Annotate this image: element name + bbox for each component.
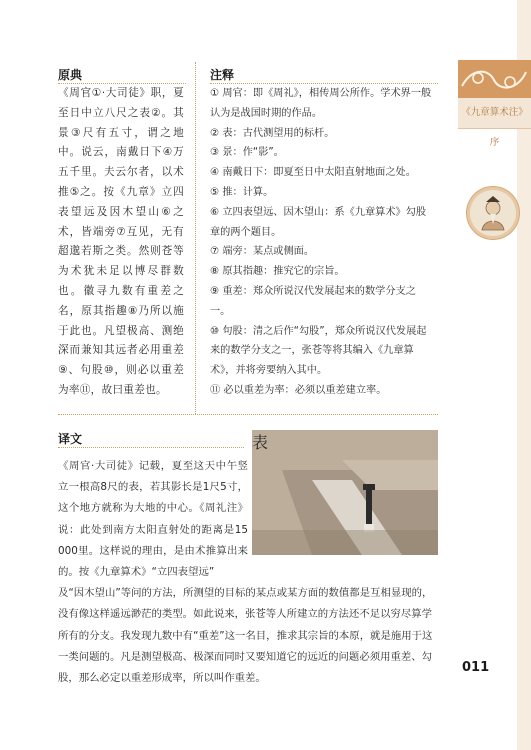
scholar-portrait-icon — [470, 190, 516, 236]
note-item: ⑪ 必以重差为率：必须以重差建立率。 — [210, 384, 387, 396]
gnomon-photo — [252, 430, 438, 555]
note-item: ③ 景：作“影”。 — [210, 147, 284, 159]
translation-paragraph-bottom: 及“因木望山”等问的方法，所测望的目标的某点或某方面的数值都是互相显现的，没有像这样遥远渺茫的类型。如此说来，张苍等人所建立的方法还不足以穷尽算学所有的分支。我发现九数中有“重差”这一名目，推求其宗旨的本原，就是施用于这一类问题的。凡是测望极高、极深而同时又要知道它的远近的问题必须用重差、勾股，那么必定以重差形成率，所以叫作重差。 — [58, 587, 433, 685]
original-text-body: 《周官①·大司徒》职，夏至日中立八尺之表②。其景③尺有五寸，谓之地中。说云，南戴日下④万五千里。夫云尔者，以术推⑤之。按《九章》立四表望远及因木望山⑥之术，皆端旁⑦互见，无有超邈若斯之类。然则苍等为术犹未足以博尽群数也。徽寻九数有重差之名，原其指趣⑧乃所以施于此也。凡望极高、测绝深而兼知其远者必用重差⑨、句股⑩，则必以重差为率⑪，故曰重差也。 — [58, 87, 184, 396]
note-item: ④ 南戴日下：即夏至日中太阳直射地面之处。 — [210, 167, 416, 179]
scroll-ornament-icon — [458, 60, 531, 98]
note-item: ② 表：古代测望用的标杆。 — [210, 127, 335, 139]
gnomon-image-icon — [252, 430, 438, 555]
column-divider — [195, 62, 196, 414]
page-number: 011 — [462, 660, 490, 675]
note-item: ⑤ 推：计算。 — [210, 186, 274, 198]
translation-paragraph-top: 《周官·大司徒》记载，夏至这天中午竖立一根高8尺的表，若其影长是1尺5寸，这个地方就称为大地的中心。《周礼注》说：此处到南方太阳直射处的距离是15 000里。这样说的理由，是由术推算出来的。按《九章算术》“立四表望远” — [58, 460, 248, 579]
original-text-heading: 原典 — [58, 68, 83, 82]
note-item: ⑩ 句股：清之后作“勾股”，郑众所说汉代发展起来的数学分支之一，张苍等将其编入《九章算术》，并将旁要纳入其中。 — [210, 325, 427, 377]
note-item: ⑧ 原其指趣：推究它的宗旨。 — [210, 266, 345, 278]
annotations-heading: 注释 — [210, 68, 235, 82]
annotations-list — [210, 84, 436, 401]
note-item: ⑨ 重差：郑众所说汉代发展起来的数学分支之一。 — [210, 285, 416, 317]
note-item: ⑦ 端旁：某点或侧面。 — [210, 246, 315, 258]
heading-divider — [58, 447, 244, 448]
section-tab-label: 《九章算术注》序 — [458, 98, 531, 129]
note-item: ① 周官：即《周礼》，相传周公所作。学术界一般认为是战国时期的作品。 — [210, 88, 432, 119]
note-item: ⑥ 立四表望远、因木望山：系《九章算术》勾股章的两个题目。 — [210, 206, 427, 238]
section-divider — [58, 414, 438, 415]
portrait-medallion — [470, 190, 516, 236]
photo-caption: 表 — [252, 433, 269, 452]
translation-heading: 译文 — [58, 432, 83, 446]
